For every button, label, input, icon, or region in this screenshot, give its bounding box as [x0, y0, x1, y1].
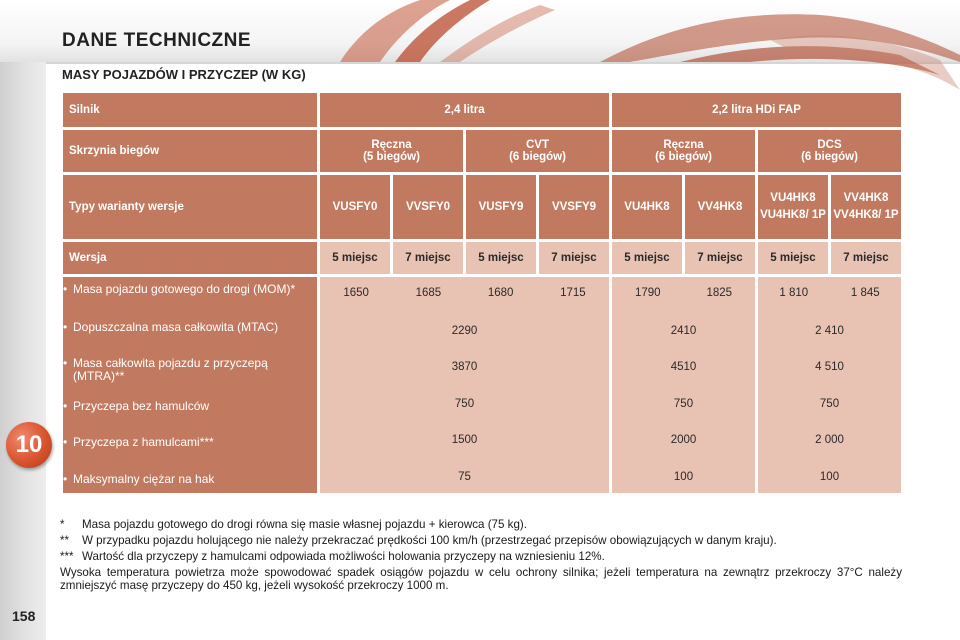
gearbox-row: [63, 130, 901, 172]
footnote-3: [60, 550, 902, 563]
gearbox-2-line2: (6 biegów): [509, 151, 566, 163]
types-row: [63, 175, 901, 239]
type-7-line2: VU4HK8/ 1P: [760, 209, 826, 221]
value-cell: 1680: [487, 287, 514, 299]
gearbox-cell-3: [612, 130, 755, 172]
type-7-line1: VU4HK8: [770, 192, 816, 204]
label-braked-trailer: [63, 436, 214, 449]
weights-row: [63, 277, 901, 493]
value-cell: 750: [454, 398, 475, 410]
gearbox-cell-2: [466, 130, 609, 172]
weights-values-22-dcs: [758, 277, 901, 493]
page-number: 158: [12, 608, 36, 624]
engine-cell-2: 2,2 litra HDi FAP: [612, 93, 901, 127]
gearbox-4-line1: DCS: [817, 139, 842, 151]
version-row: [63, 242, 901, 274]
label-unbraked-text: Przyczepa bez hamulców: [73, 399, 210, 413]
value-cell: 750: [819, 398, 840, 410]
mom-values-22-dcs: [758, 287, 901, 299]
label-braked-text: Przyczepa z hamulcami***: [73, 435, 214, 449]
label-mom-text: Masa pojazdu gotowego do drogi (MOM)*: [73, 282, 296, 296]
type-8-line2: VV4HK8/ 1P: [833, 209, 899, 221]
engine-cell-1: 2,4 litra: [320, 93, 609, 127]
version-cell-3: 5 miejsc: [466, 242, 536, 274]
gearbox-3-line2: (6 biegów): [655, 151, 712, 163]
value-cell: 4510: [670, 361, 697, 373]
footnotes: [60, 518, 902, 592]
gearbox-1-line1: Ręczna: [371, 139, 412, 151]
footnote-mark: ***: [60, 550, 74, 563]
gearbox-2-line1: CVT: [526, 139, 549, 151]
page-title: DANE TECHNICZNE: [62, 30, 252, 51]
value-cell: 1715: [560, 287, 586, 299]
value-cell: 100: [673, 471, 694, 483]
gearbox-1-line2: (5 biegów): [363, 151, 420, 163]
value-cell: 2290: [451, 325, 478, 337]
footnote-text: Masa pojazdu gotowego do drogi równa się masie własnej pojazdu + kierowca (75 kg).: [82, 518, 527, 531]
label-towbar-load: [63, 473, 214, 486]
footnote-mark: *: [60, 518, 65, 531]
type-4-line1: VVSFY9: [551, 201, 597, 213]
type-3-line1: VUSFY9: [478, 201, 524, 213]
footnote-text: Wartość dla przyczepy z hamulcami odpowiada możliwości holowania przyczepy na wzniesieniu 12%.: [82, 550, 605, 563]
type-cell-5: [612, 175, 682, 239]
value-cell: 1685: [415, 287, 442, 299]
label-unbraked-trailer: [63, 400, 209, 413]
footnote-mark: **: [60, 534, 70, 547]
version-label: Wersja: [63, 242, 317, 274]
label-mtra-text: Masa całkowita pojazdu z przyczepą (MTRA)**: [73, 356, 268, 383]
label-mtac-text: Dopuszczalna masa całkowita (MTAC): [73, 320, 279, 334]
bullet: •: [63, 356, 68, 370]
gearbox-cell-4: [758, 130, 901, 172]
engine-label: Silnik: [63, 93, 317, 127]
version-cell-7: 5 miejsc: [758, 242, 828, 274]
type-cell-8: [831, 175, 901, 239]
type-cell-7: [758, 175, 828, 239]
type-8-line1: VV4HK8: [843, 192, 889, 204]
label-mtra: [63, 357, 317, 383]
gearbox-3-line1: Ręczna: [663, 139, 704, 151]
value-cell: 2 410: [815, 325, 844, 337]
value-cell: 1500: [451, 434, 478, 446]
type-cell-6: [685, 175, 755, 239]
bullet: •: [63, 320, 68, 334]
footnote-2: [60, 534, 902, 547]
weights-values-24: [320, 277, 609, 493]
gearbox-cell-1: [320, 130, 463, 172]
value-cell: 1 845: [850, 287, 880, 299]
engine-row: [63, 93, 901, 127]
type-cell-4: [539, 175, 609, 239]
type-cell-3: [466, 175, 536, 239]
left-margin-bar: [0, 62, 46, 640]
value-cell: 1790: [634, 287, 661, 299]
value-cell: 2410: [670, 325, 697, 337]
gearbox-4-line2: (6 biegów): [801, 151, 858, 163]
value-cell: 4 510: [815, 361, 844, 373]
weights-labels-column: [63, 277, 317, 493]
value-cell: 750: [673, 398, 694, 410]
mom-values-22-manual: [612, 287, 755, 299]
type-cell-2: [393, 175, 463, 239]
version-cell-4: 7 miejsc: [539, 242, 609, 274]
mom-values-24: [320, 287, 609, 299]
vehicle-weights-table: [60, 90, 904, 496]
chapter-badge: 10: [6, 422, 52, 468]
bullet: •: [63, 472, 68, 486]
weights-values-22-manual: [612, 277, 755, 493]
type-5-line1: VU4HK8: [624, 201, 670, 213]
temperature-note: Wysoka temperatura powietrza może spowodować spadek osiągów pojazdu w celu ochrony silnika; jeżeli temperatura na zewnątrz przekroczy 37°C należy zmniejszyć masę przyczepy do 450 kg, jeżeli wysokość przekroczy 1000 m.: [60, 566, 902, 592]
version-cell-8: 7 miejsc: [831, 242, 901, 274]
label-towbar-text: Maksymalny ciężar na hak: [73, 472, 215, 486]
gearbox-label: Skrzynia biegów: [63, 130, 317, 172]
bullet: •: [63, 282, 68, 296]
section-title: MASY POJAZDÓW I PRZYCZEP (W KG): [62, 67, 306, 82]
bullet: •: [63, 399, 68, 413]
bullet: •: [63, 435, 68, 449]
type-cell-1: [320, 175, 390, 239]
type-1-line1: VUSFY0: [332, 201, 378, 213]
type-6-line1: VV4HK8: [697, 201, 743, 213]
value-cell: 2 000: [815, 434, 844, 446]
label-mom: [63, 283, 295, 296]
version-cell-1: 5 miejsc: [320, 242, 390, 274]
value-cell: 1 810: [779, 287, 809, 299]
value-cell: 100: [819, 471, 840, 483]
version-cell-5: 5 miejsc: [612, 242, 682, 274]
footnote-text: W przypadku pojazdu holującego nie należy przekraczać prędkości 100 km/h (przestrzegać przepisów obowiązujących w danym kraju).: [82, 534, 777, 547]
type-2-line1: VVSFY0: [405, 201, 451, 213]
types-label: Typy warianty wersje: [63, 175, 317, 239]
value-cell: 75: [458, 471, 471, 483]
footnote-1: [60, 518, 902, 531]
label-mtac: [63, 321, 278, 334]
value-cell: 3870: [451, 361, 478, 373]
version-cell-6: 7 miejsc: [685, 242, 755, 274]
value-cell: 1650: [343, 287, 369, 299]
value-cell: 2000: [670, 434, 697, 446]
version-cell-2: 7 miejsc: [393, 242, 463, 274]
value-cell: 1825: [706, 287, 733, 299]
